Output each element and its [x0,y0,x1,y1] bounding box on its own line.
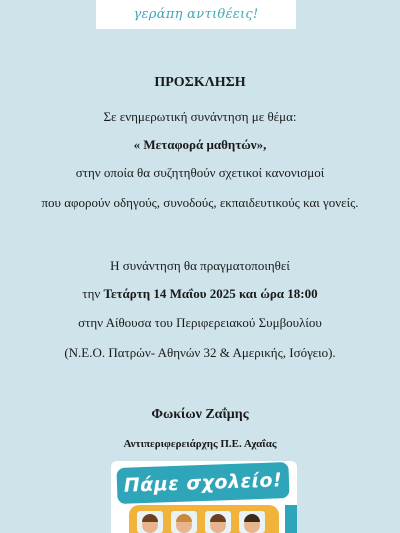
school-badge [111,461,297,533]
badge-title-box [116,462,289,504]
bus-window [137,511,163,533]
meeting-date-text: Τετάρτη 14 Μαΐου 2025 και ώρα 18:00 [103,286,318,301]
invitation-heading: ΠΡΟΣΚΛΗΣΗ [154,75,246,90]
invitation-line-1: στην οποία θα συζητηθούν σχετικοί κανονισμοί [75,165,325,180]
bus-window [239,511,265,533]
kid-icon [210,517,226,533]
signature-role: Αντιπεριφερειάρχης Π.Ε. Αχαΐας [123,438,277,450]
badge-side-accent [285,505,297,533]
kid-icon [142,517,158,533]
kid-icon [176,517,192,533]
bus-window [205,511,231,533]
kid-icon [244,517,260,533]
banner-slogan: γεράπη αντιθέεις! [133,7,259,22]
invitation-line-2: που αφορούν οδηγούς, συνοδούς, εκπαιδευτικούς και γονείς. [41,195,359,210]
meeting-date-prefix: την [82,286,101,301]
invitation-topic: « Μεταφορά μαθητών», [133,137,267,152]
signature-name: Φωκίων Ζαΐμης [151,407,249,422]
meeting-date [0,286,400,302]
invitation-intro: Σε ενημερωτική συνάντηση με θέμα: [103,109,297,124]
bus-window [171,511,197,533]
badge-title: Πάμε σχολείο! [123,469,283,497]
top-banner [96,0,296,29]
meeting-venue: στην Αίθουσα του Περιφερειακού Συμβουλίου [78,315,322,330]
school-bus-illustration [129,505,279,533]
meeting-address: (Ν.Ε.Ο. Πατρών- Αθηνών 32 & Αμερικής, Ισόγειο). [64,345,336,360]
meeting-intro: Η συνάντηση θα πραγματοποιηθεί [110,258,290,273]
